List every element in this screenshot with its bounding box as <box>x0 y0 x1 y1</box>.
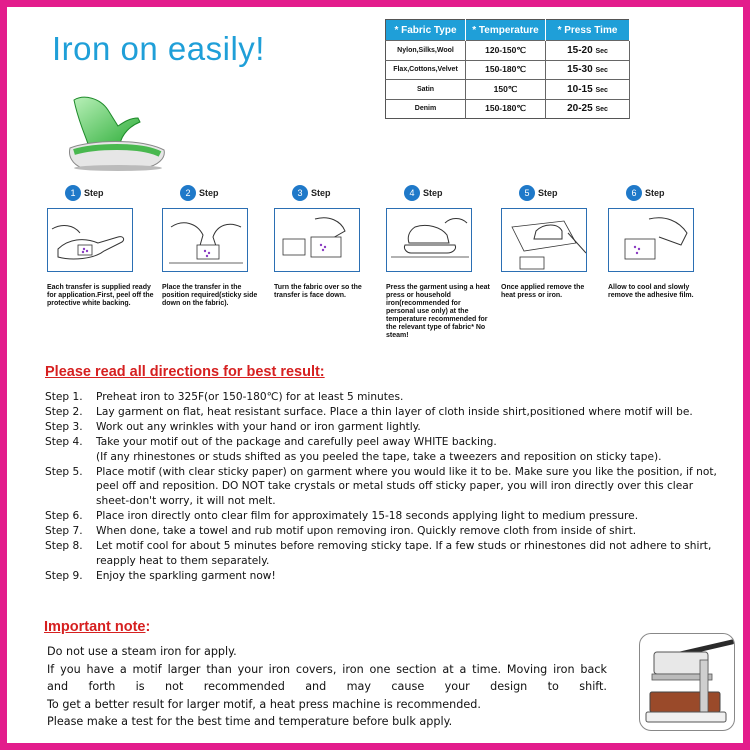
page-title: Iron on easily! <box>52 30 265 67</box>
list-item <box>45 405 725 420</box>
heat-press-image <box>639 633 735 731</box>
step-1 <box>47 184 154 307</box>
table-row <box>386 80 630 100</box>
time-unit: Sec <box>595 86 608 94</box>
step-caption: Turn the fabric over so the transfer is face down. <box>274 284 362 299</box>
place-transfer-icon <box>163 209 248 272</box>
press-time-header: * Press Time <box>546 20 630 41</box>
fabric-type-header: * Fabric Type <box>386 20 466 41</box>
time-unit: Sec <box>595 47 608 55</box>
temperature-cell: 120-150℃ <box>466 41 546 61</box>
step-3 <box>274 184 364 299</box>
list-item <box>45 524 725 539</box>
step-illustration <box>274 208 360 272</box>
step-label: Step <box>84 188 104 198</box>
step-number-badge: 2 <box>180 185 196 201</box>
remove-film-icon <box>609 209 694 272</box>
time-unit: Sec <box>595 67 608 75</box>
step-number-badge: 5 <box>519 185 535 201</box>
fabric-cell: Denim <box>386 99 466 119</box>
iron-icon <box>60 92 170 177</box>
direction-text: Place iron directly onto clear film for approximately 15-18 seconds applying light to medium pressure. <box>96 510 639 523</box>
temperature-cell: 150-180℃ <box>466 60 546 80</box>
step-caption: Each transfer is supplied ready for application.First, peel off the protective white backing. <box>47 284 154 307</box>
step-number-badge: 3 <box>292 185 308 201</box>
remove-iron-icon <box>502 209 587 272</box>
direction-text: Let motif cool for about 5 minutes before removing sticky tape. If a few studs or rhinestones did not adhere to shirt, reapply heat to them separately. <box>96 540 712 567</box>
heat-press-icon <box>640 634 735 731</box>
fabric-cell: Satin <box>386 80 466 100</box>
note-line: and forth is not recommended and may cause your design to shift. <box>47 680 607 693</box>
direction-label: Step 1. <box>45 391 83 403</box>
direction-label: Step 6. <box>45 510 83 523</box>
step-number-badge: 1 <box>65 185 81 201</box>
time-unit: Sec <box>595 106 608 114</box>
temperature-header: * Temperature <box>466 20 546 41</box>
direction-label: Step 7. <box>45 525 83 538</box>
direction-label: Step 5. <box>45 465 83 478</box>
temperature-cell: 150℃ <box>466 80 546 100</box>
note-list <box>47 643 607 731</box>
list-item <box>45 569 725 584</box>
note-title-text: Important note <box>44 619 146 635</box>
fabric-cell: Nylon,Silks,Wool <box>386 41 466 61</box>
step-illustration <box>501 208 587 272</box>
step-illustration <box>47 208 133 272</box>
time-value: 15-20 <box>567 44 593 56</box>
fabric-cell: Flax,Cottons,Velvet <box>386 60 466 80</box>
step-2 <box>162 184 258 307</box>
fabric-table <box>385 19 630 119</box>
step-caption: Allow to cool and slowly remove the adhesive film. <box>608 284 694 299</box>
turn-fabric-icon <box>275 209 360 272</box>
table-row <box>386 99 630 119</box>
peel-hand-icon <box>48 209 133 272</box>
direction-label: Step 8. <box>45 540 83 553</box>
direction-label: Step 4. <box>45 435 83 448</box>
list-item <box>45 390 725 405</box>
direction-label: Step 9. <box>45 569 83 582</box>
step-illustration <box>608 208 694 272</box>
list-item <box>45 435 725 450</box>
step-illustration <box>386 208 472 272</box>
step-label: Step <box>311 188 331 198</box>
direction-text: When done, take a towel and rub motif upon removing iron. Quickly remove cloth from inside of shirt. <box>96 525 637 538</box>
direction-text: Lay garment on flat, heat resistant surface. Place a thin layer of cloth inside shirt,positioned where motif will be. <box>96 405 693 418</box>
step-label: Step <box>423 188 443 198</box>
directions-title: Please read all directions for best result: <box>45 364 325 380</box>
press-iron-icon <box>387 209 472 272</box>
direction-text: Enjoy the sparkling garment now! <box>96 569 276 582</box>
table-row <box>386 41 630 61</box>
step-label: Step <box>645 188 665 198</box>
table-row <box>386 60 630 80</box>
direction-text: Take your motif out of the package and carefully peel away WHITE backing. <box>96 435 497 448</box>
direction-label: Step 3. <box>45 420 83 433</box>
step-number-badge: 6 <box>626 185 642 201</box>
list-item <box>45 465 725 510</box>
step-6 <box>608 184 698 299</box>
direction-label <box>45 450 96 465</box>
step-label: Step <box>199 188 219 198</box>
step-label: Step <box>538 188 558 198</box>
note-line: Please make a test for the best time and temperature before bulk apply. <box>47 715 453 728</box>
step-caption: Press the garment using a heat press or household iron(recommended for personal use only) at the temperature recommended for the relevant type of fabric* No steam! <box>386 284 490 339</box>
note-title <box>44 619 150 635</box>
time-value: 15-30 <box>567 64 593 76</box>
note-title-colon: : <box>145 619 151 635</box>
time-cell <box>546 99 630 119</box>
list-item <box>45 509 725 524</box>
time-value: 10-15 <box>567 83 593 95</box>
step-number-badge: 4 <box>404 185 420 201</box>
directions-list <box>45 390 725 584</box>
direction-text: (If any rhinestones or studs shifted as you peeled the tape, take a tweezers and reposition on sticky tape). <box>96 450 662 463</box>
direction-text: Work out any wrinkles with your hand or iron garment lightly. <box>96 420 421 433</box>
time-cell <box>546 80 630 100</box>
step-illustration <box>162 208 248 272</box>
list-item <box>45 450 725 465</box>
step-4 <box>386 184 490 339</box>
direction-text: Place motif (with clear sticky paper) on garment where you would like it to be. Make sure you like the position, if not, peel off and reposition. DO NOT take crystals or metal studs off sticky paper, you will iron directly over this clear sheet-don't worry, it will not melt. <box>96 465 717 508</box>
list-item <box>45 539 725 569</box>
time-cell <box>546 41 630 61</box>
note-line: Do not use a steam iron for apply. <box>47 645 237 658</box>
step-caption: Once applied remove the heat press or iron. <box>501 284 585 299</box>
list-item <box>45 420 725 435</box>
time-cell <box>546 60 630 80</box>
step-5 <box>501 184 591 299</box>
direction-text: Preheat iron to 325F(or 150-180℃) for at least 5 minutes. <box>96 391 404 403</box>
temperature-cell: 150-180℃ <box>466 99 546 119</box>
direction-label: Step 2. <box>45 405 83 418</box>
note-line: To get a better result for larger motif, a heat press machine is recommended. <box>47 697 481 711</box>
time-value: 20-25 <box>567 103 593 115</box>
step-caption: Place the transfer in the position required(sticky side down on the fabric). <box>162 284 258 307</box>
note-line: If you have a motif larger than your iron covers, iron one section at a time. Moving iron back <box>47 662 607 676</box>
